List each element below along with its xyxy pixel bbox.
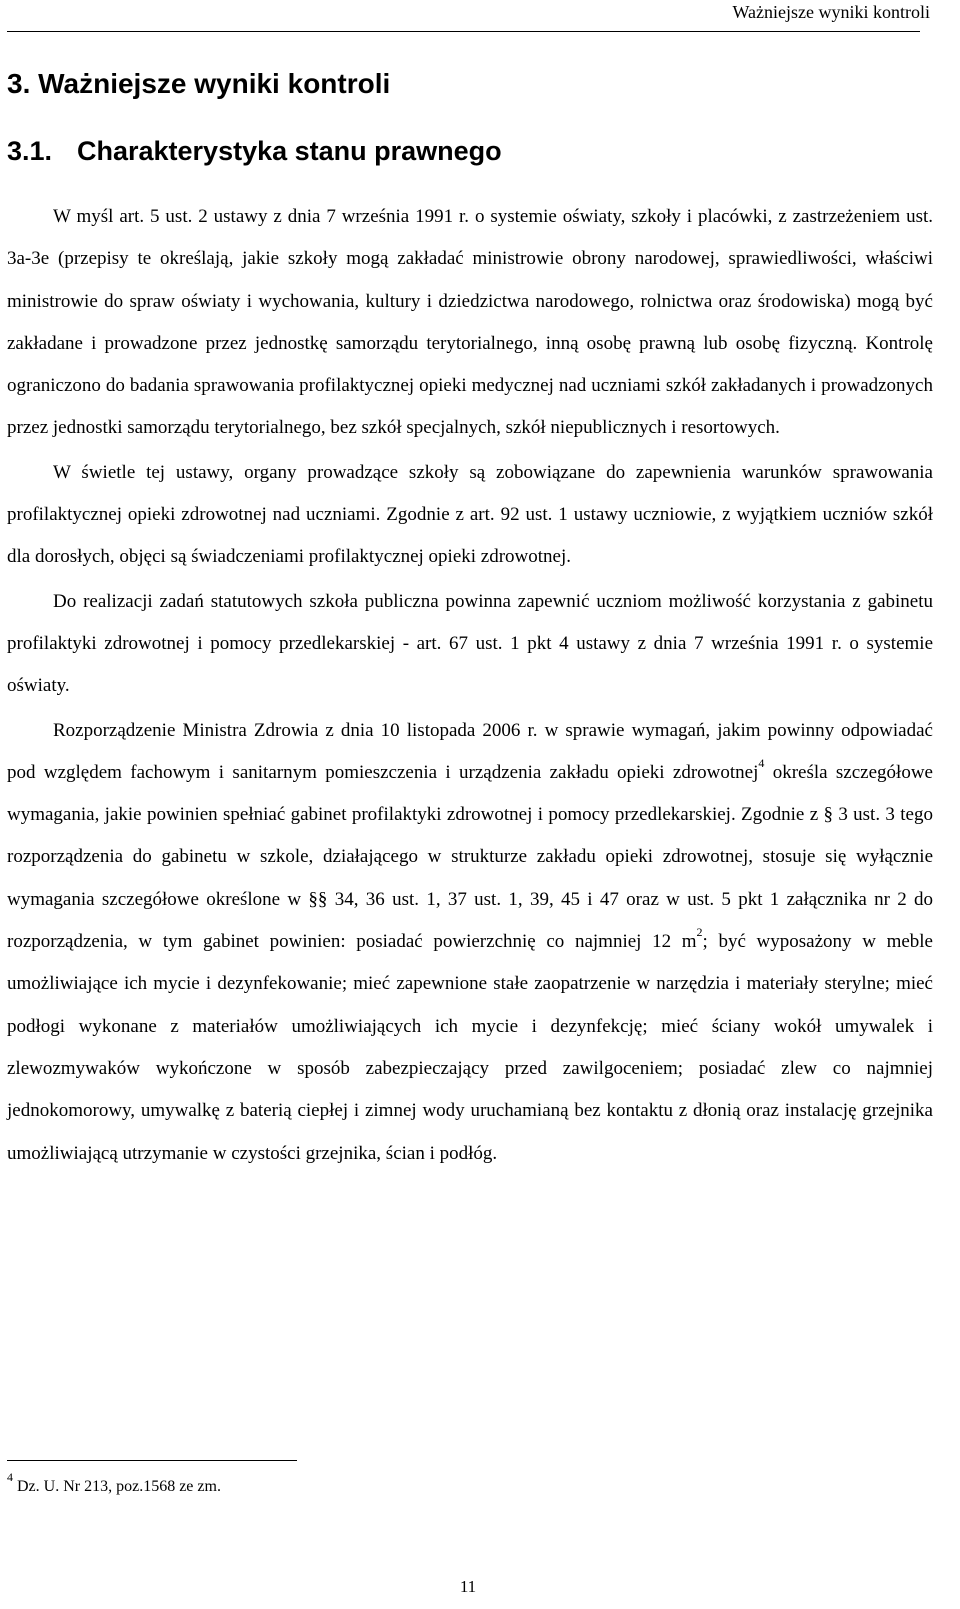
paragraph-4 [7, 710, 933, 1175]
subsection-title: Charakterystyka stanu prawnego [77, 136, 502, 166]
footnote-reference: 4 [758, 755, 765, 770]
footnote-number: 4 [7, 1469, 13, 1484]
subsection-heading [7, 136, 502, 167]
section-title: 3. Ważniejsze wyniki kontroli [7, 68, 391, 99]
footnote-text: Dz. U. Nr 213, poz.1568 ze zm. [13, 1478, 221, 1495]
paragraph-2: W świetle tej ustawy, organy prowadzące szkoły są zobowiązane do zapewnienia warunków sprawowania profilaktycznej opieki zdrowotnej nad uczniami. Zgodnie z art. 92 ust. 1 ustawy uczniowie, z wyjątkiem uczniów szkół dla dorosłych, objęci są świadczeniami profilaktycznej opieki zdrowotnej. [7, 461, 933, 568]
paragraph-4-part-b: określa szczegółowe wymagania, jakie powinien spełniać gabinet profilaktyki zdrowotnej i pomocy przedlekarskiej. Zgodnie z § 3 ust. 3 tego rozporządzenia do gabinetu w szkole, działającego w strukturze zakładu opieki zdrowotnej, stosuje się wyłącznie wymagania szczegółowe określone w §§ 34, 36 ust. 1, 37 ust. 1, 39, 45 i 47 oraz w ust. 5 pkt 1 załącznika nr 2 do rozporządzenia, w tym gabinet powinien: posiadać powierzchnię co najmniej 12 m [7, 761, 933, 953]
body-text [7, 196, 933, 1177]
superscript-squared: 2 [696, 924, 703, 939]
paragraph-4-part-a: Rozporządzenie Ministra Zdrowia z dnia 10 listopada 2006 r. w sprawie wymagań, jakim powinny odpowiadać pod względem fachowym i sanitarnym pomieszczenia i urządzenia zakładu opieki zdrowotnej [7, 719, 933, 783]
running-header: Ważniejsze wyniki kontroli [732, 2, 930, 22]
page-number: 11 [459, 1577, 477, 1596]
subsection-number: 3.1. [7, 136, 53, 166]
paragraph-4-part-c: ; być wyposażony w meble umożliwiające ich mycie i dezynfekowanie; mieć zapewnione stałe zaopatrzenie w narzędzia i materiały sterylne; mieć podłogi wykonane z materiałów umożliwiających ich mycie i dezynfekcję; mieć ściany wokół umywalek i zlewozmywaków wykończone w sposób zabezpieczający przed zawilgoceniem; posiadać zlew co najmniej jednokomorowy, umywalkę z baterią ciepłej i zimnej wody uruchamianą bez kontaktu z dłonią oraz instalację grzejnika umożliwiającą utrzymanie w czystości grzejnika, ścian i podłóg. [7, 931, 933, 1164]
paragraph-3: Do realizacji zadań statutowych szkoła publiczna powinna zapewnić uczniom możliwość korzystania z gabinetu profilaktyki zdrowotnej i pomocy przedlekarskiej - art. 67 ust. 1 pkt 4 ustawy z dnia 7 września 1991 r. o systemie oświaty. [7, 590, 933, 697]
paragraph-1: W myśl art. 5 ust. 2 ustawy z dnia 7 września 1991 r. o systemie oświaty, szkoły i placówki, z zastrzeżeniem ust. 3a-3e (przepisy te określają, jakie szkoły mogą zakładać ministrowie obrony narodowej, sprawiedliwości, właściwi ministrowie do spraw oświaty i wychowania, kultury i dziedzictwa narodowego, rolnictwa oraz środowiska) mogą być zakładane i prowadzone przez jednostkę samorządu terytorialnego, inną osobę prawną lub osobę fizyczną. Kontrolę ograniczono do badania sprawowania profilaktycznej opieki medycznej nad uczniami szkół zakładanych i prowadzonych przez jednostki samorządu terytorialnego, bez szkół specjalnych, szkół niepublicznych i resortowych. [7, 206, 933, 439]
footnote [7, 1469, 221, 1496]
header-rule [7, 31, 920, 32]
footnote-rule [7, 1460, 297, 1461]
